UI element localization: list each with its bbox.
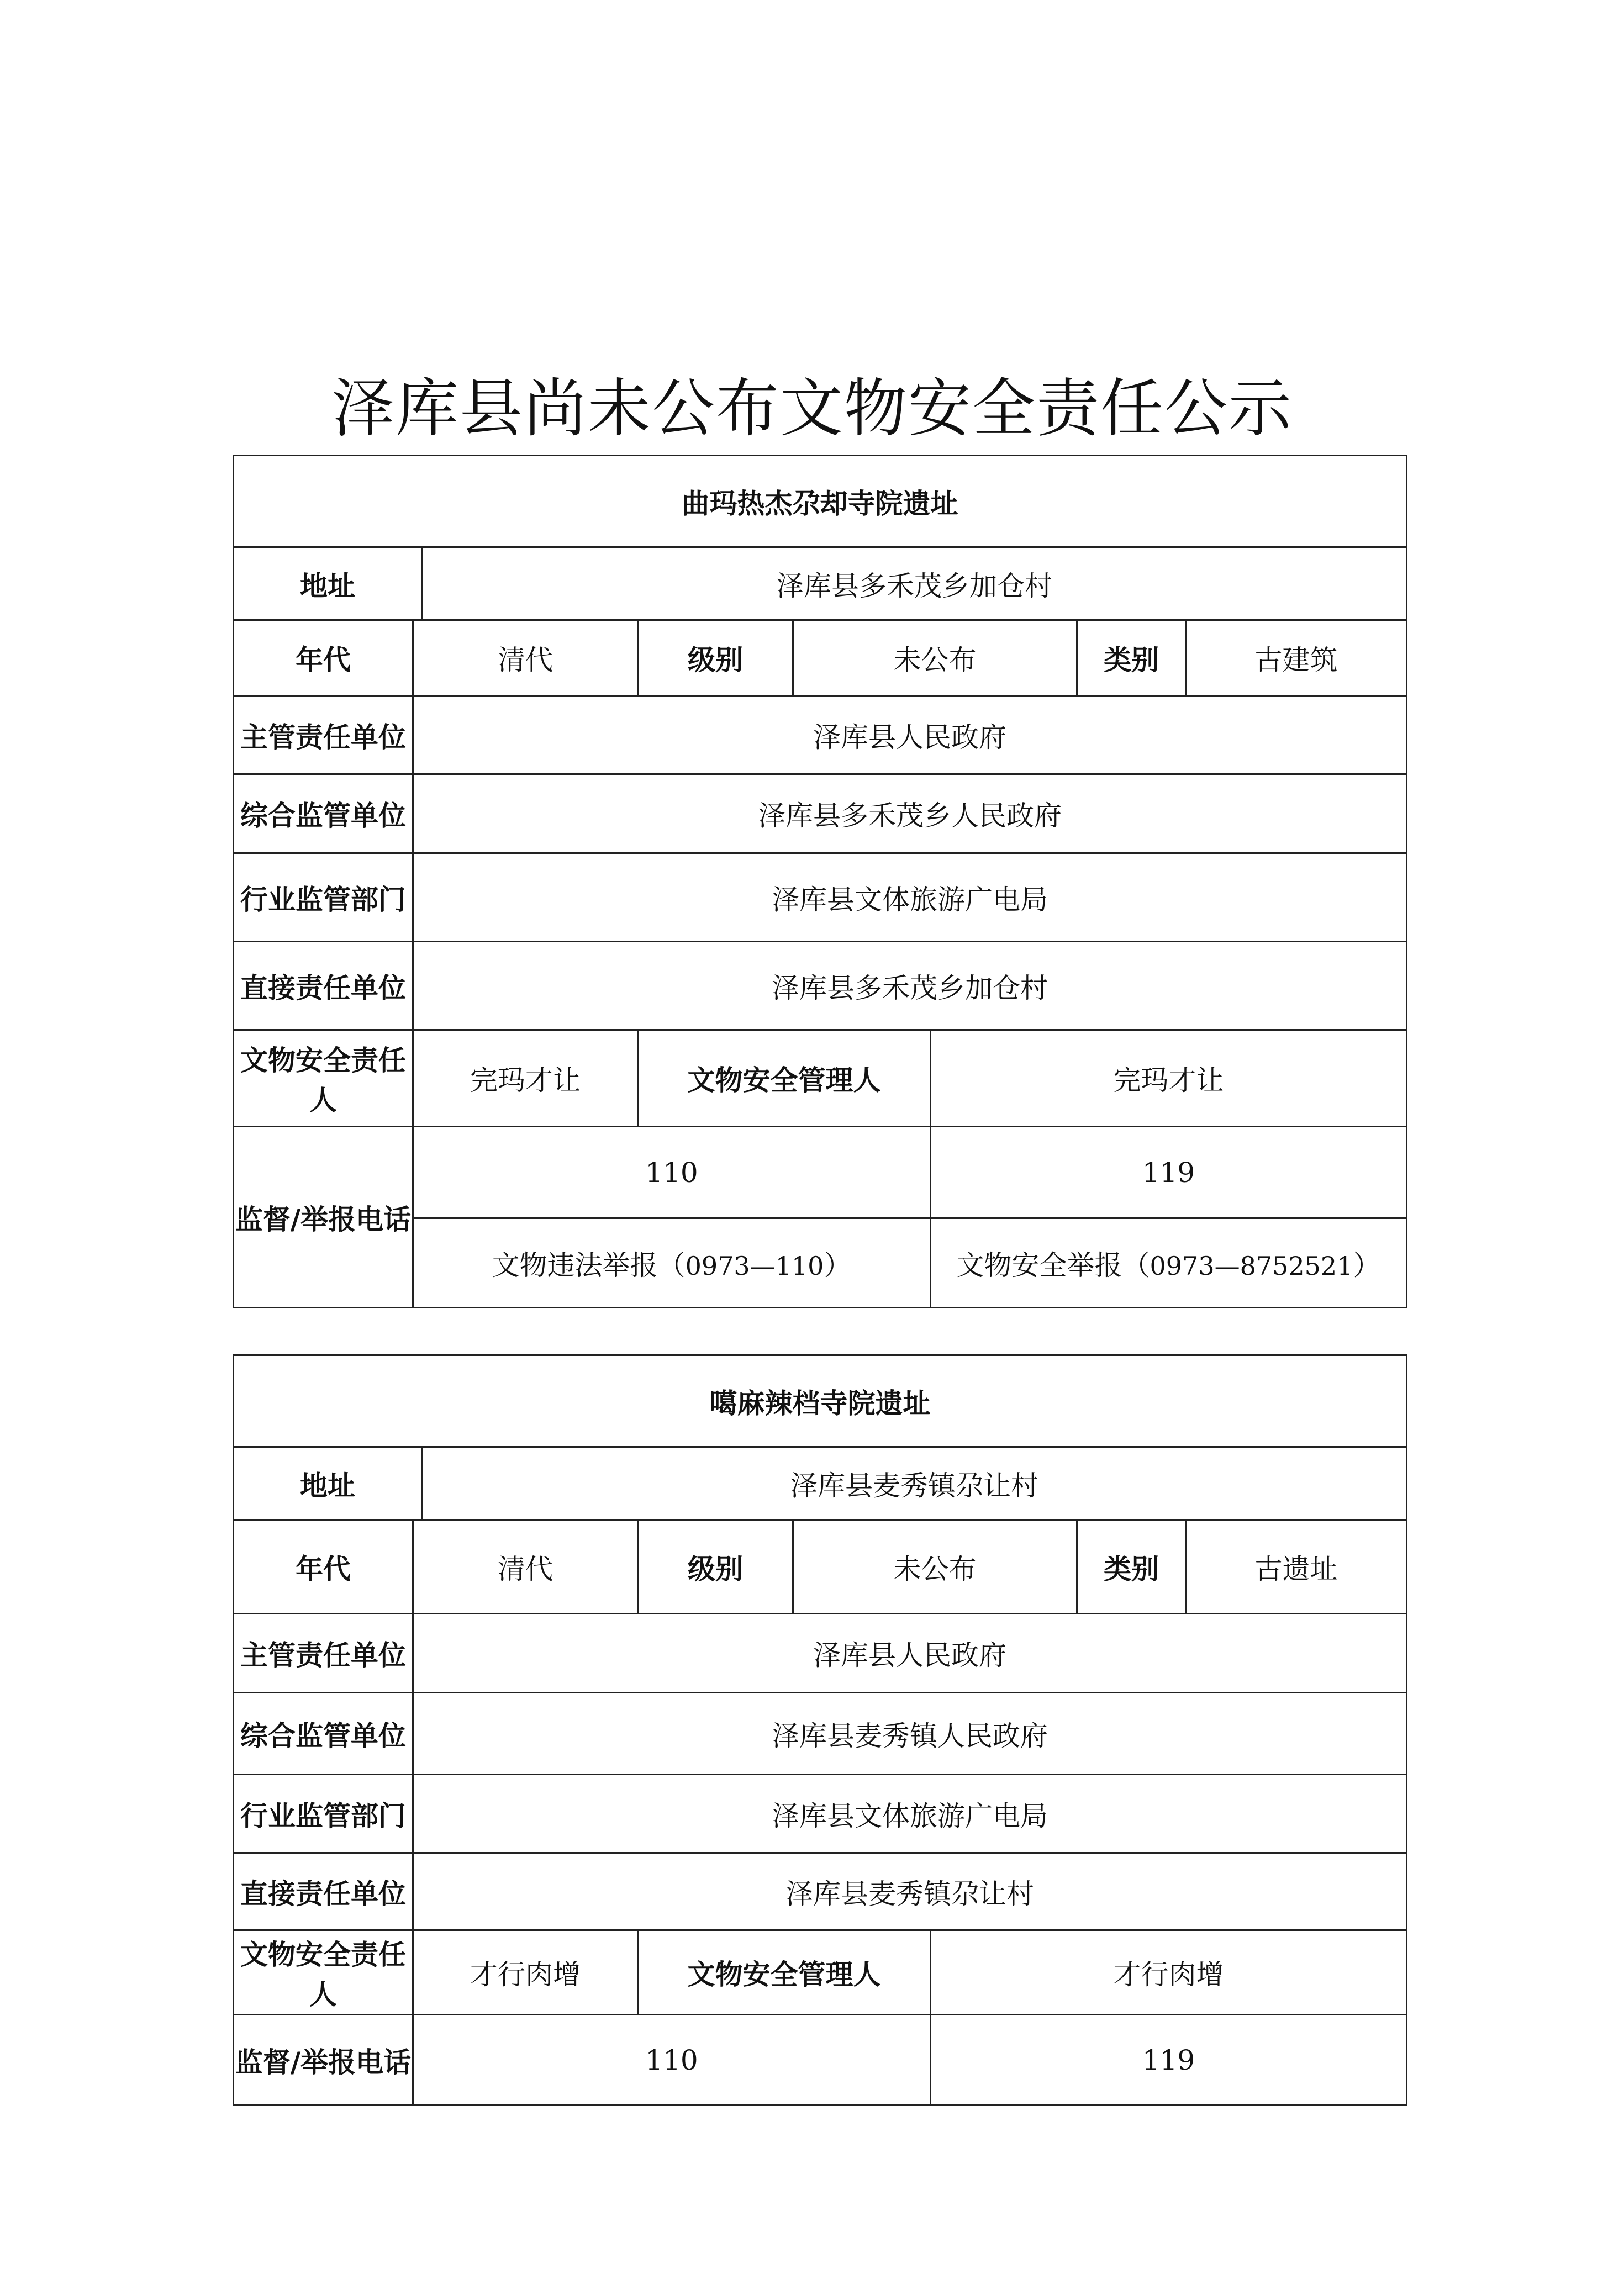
phone-label: 监督/举报电话 xyxy=(234,1127,413,1308)
direct-unit-value: 泽库县多禾茂乡加仓村 xyxy=(413,942,1407,1030)
site-name: 曲玛热杰尕却寺院遗址 xyxy=(234,456,1407,547)
supervision-unit-label: 综合监管单位 xyxy=(234,1693,413,1775)
main-unit-label: 主管责任单位 xyxy=(234,1614,413,1693)
level-value: 未公布 xyxy=(793,1520,1077,1614)
era-label: 年代 xyxy=(234,1520,413,1614)
address-value: 泽库县多禾茂乡加仓村 xyxy=(422,547,1407,620)
era-value: 清代 xyxy=(413,620,638,696)
manager-value: 才行肉增 xyxy=(931,1930,1407,2015)
industry-dept-label: 行业监管部门 xyxy=(234,853,413,942)
direct-unit-label: 直接责任单位 xyxy=(234,1853,413,1930)
category-value: 古遗址 xyxy=(1186,1520,1407,1614)
report-illegal-close: ） xyxy=(824,1249,852,1281)
phone-119: 119 xyxy=(931,2015,1407,2106)
category-label: 类别 xyxy=(1077,1520,1186,1614)
industry-dept-value: 泽库县文体旅游广电局 xyxy=(413,853,1407,942)
direct-unit-label: 直接责任单位 xyxy=(234,942,413,1030)
level-label: 级别 xyxy=(638,1520,793,1614)
main-unit-value: 泽库县人民政府 xyxy=(413,696,1407,774)
address-label: 地址 xyxy=(234,1447,422,1520)
phone-119: 119 xyxy=(931,1127,1407,1218)
page-title: 泽库县尚未公布文物安全责任公示 xyxy=(331,372,1293,445)
level-label: 级别 xyxy=(638,620,793,696)
category-value: 古建筑 xyxy=(1186,620,1407,696)
direct-unit-value: 泽库县麦秀镇尕让村 xyxy=(413,1853,1407,1930)
manager-label: 文物安全管理人 xyxy=(638,1030,931,1127)
main-unit-label: 主管责任单位 xyxy=(234,696,413,774)
phone-110: 110 xyxy=(413,1127,931,1218)
phone-110: 110 xyxy=(413,2015,931,2106)
site-name: 噶麻辣档寺院遗址 xyxy=(234,1355,1407,1447)
industry-dept-label: 行业监管部门 xyxy=(234,1775,413,1853)
category-label: 类别 xyxy=(1077,620,1186,696)
responsible-person-value: 才行肉增 xyxy=(413,1930,638,2015)
era-label: 年代 xyxy=(234,620,413,696)
supervision-unit-label: 综合监管单位 xyxy=(234,774,413,853)
phone-label: 监督/举报电话 xyxy=(234,2015,413,2106)
industry-dept-value: 泽库县文体旅游广电局 xyxy=(413,1775,1407,1853)
address-value: 泽库县麦秀镇尕让村 xyxy=(422,1447,1407,1520)
heritage-site-card-2 xyxy=(233,1354,1407,2106)
report-safety-number: 0973—8752521 xyxy=(1150,1250,1353,1281)
main-unit-value: 泽库县人民政府 xyxy=(413,1614,1407,1693)
supervision-unit-value: 泽库县多禾茂乡人民政府 xyxy=(413,774,1407,853)
responsible-person-label: 文物安全责任人 xyxy=(234,1030,413,1127)
level-value: 未公布 xyxy=(793,620,1077,696)
manager-label: 文物安全管理人 xyxy=(638,1930,931,2015)
responsible-person-label: 文物安全责任人 xyxy=(234,1930,413,2015)
report-illegal-number: 0973—110 xyxy=(685,1250,824,1281)
supervision-unit-value: 泽库县麦秀镇人民政府 xyxy=(413,1693,1407,1775)
report-safety-close: ） xyxy=(1353,1249,1381,1281)
era-value: 清代 xyxy=(413,1520,638,1614)
address-label: 地址 xyxy=(234,547,422,620)
report-safety-text: 文物安全举报（ xyxy=(956,1249,1150,1281)
report-illegal-cell xyxy=(413,1218,931,1308)
report-illegal-text: 文物违法举报（ xyxy=(492,1249,686,1281)
responsible-person-value: 完玛才让 xyxy=(413,1030,638,1127)
heritage-site-card-1 xyxy=(233,455,1407,1308)
report-safety-cell xyxy=(931,1218,1407,1308)
manager-value: 完玛才让 xyxy=(931,1030,1407,1127)
